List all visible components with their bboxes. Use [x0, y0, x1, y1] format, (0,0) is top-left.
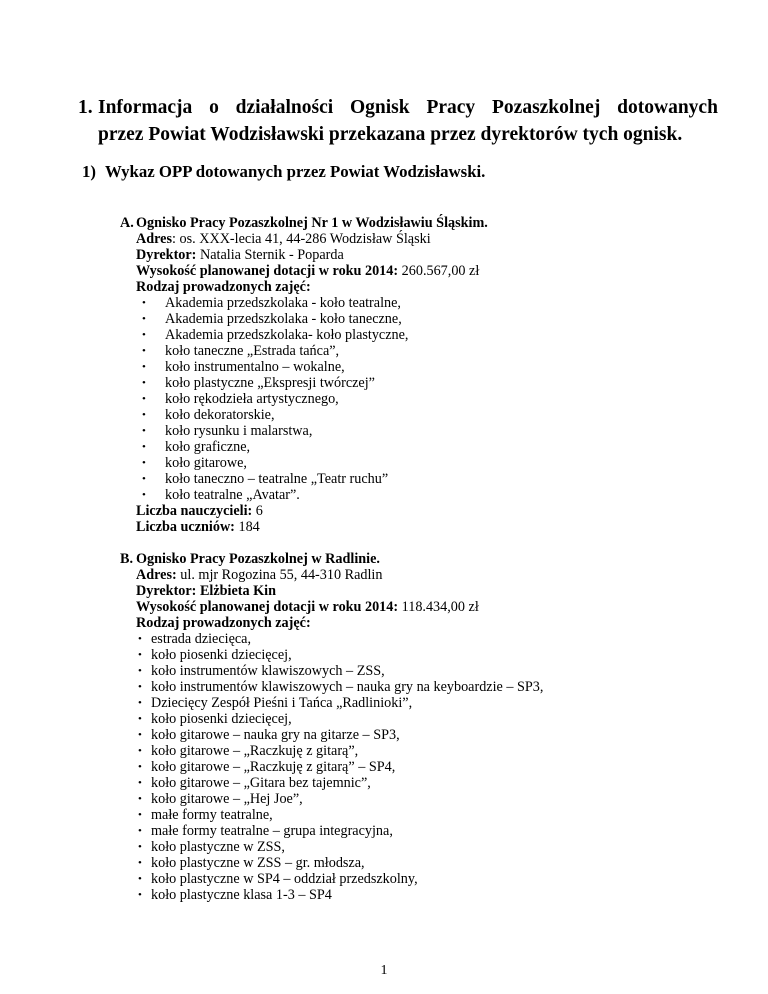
title-word: dotowanych	[617, 97, 718, 118]
activity-text: koło gitarowe – „Hej Joe”,	[151, 791, 303, 807]
bullet-icon: •	[142, 313, 146, 325]
title-word: o	[209, 97, 219, 118]
list-item	[136, 407, 740, 423]
address-b: Adres: ul. mjr Rogozina 55, 44-310 Radlin	[136, 567, 383, 583]
bullet-icon: •	[138, 809, 142, 821]
activity-text: Akademia przedszkolaka- koło plastyczne,	[165, 327, 409, 343]
list-item	[136, 375, 740, 391]
list-item	[136, 871, 740, 887]
activity-text: Akademia przedszkolaka - koło teatralne,	[165, 295, 401, 311]
bullet-icon: •	[142, 361, 146, 373]
title-line-1	[78, 94, 718, 121]
director-b: Dyrektor: Elżbieta Kin	[136, 583, 277, 599]
activity-text: koło piosenki dziecięcej,	[151, 711, 292, 727]
bullet-icon: •	[138, 633, 142, 645]
bullet-icon: •	[138, 761, 142, 773]
list-item	[136, 791, 740, 807]
school-block-a	[120, 215, 740, 535]
bullet-icon: •	[138, 889, 142, 901]
list-item	[136, 775, 740, 791]
list-item	[136, 455, 740, 471]
list-item	[136, 679, 740, 695]
activity-text: koło instrumentalno – wokalne,	[165, 359, 345, 375]
activity-text: estrada dziecięca,	[151, 631, 252, 647]
activity-text: koło taneczne „Estrada tańca”,	[165, 343, 340, 359]
activities-label-b: Rodzaj prowadzonych zajęć:	[136, 615, 311, 631]
bullet-icon: •	[142, 489, 146, 501]
bullet-icon: •	[138, 713, 142, 725]
bullet-icon: •	[138, 665, 142, 677]
bullet-icon: •	[138, 729, 142, 741]
list-item	[136, 439, 740, 455]
activity-text: koło plastyczne „Ekspresji twórczej”	[165, 375, 375, 391]
list-item	[136, 839, 740, 855]
list-item	[136, 887, 740, 903]
director-a: Dyrektor: Natalia Sternik - Poparda	[136, 247, 344, 263]
section-heading	[82, 162, 485, 182]
title-word: działalności	[235, 97, 334, 118]
activity-text: koło plastyczne w SP4 – oddział przedszkolny,	[151, 871, 418, 887]
list-item	[136, 823, 740, 839]
section-number: 1)	[82, 162, 96, 181]
title-word: Ognisk	[349, 97, 410, 118]
page-number: 1	[380, 963, 388, 978]
list-item	[136, 807, 740, 823]
list-item	[136, 695, 740, 711]
list-item	[136, 663, 740, 679]
list-item	[136, 647, 740, 663]
activity-text: koło gitarowe – „Gitara bez tajemnic”,	[151, 775, 371, 791]
subsidy-b: Wysokość planowanej dotacji w roku 2014: 118.434,00 zł	[136, 599, 479, 615]
list-item	[136, 855, 740, 871]
title-word: Pracy	[426, 97, 476, 118]
activities-list-b	[136, 631, 740, 903]
activity-text: koło taneczno – teatralne „Teatr ruchu”	[165, 471, 389, 487]
document-title	[78, 94, 718, 148]
activity-text: koło instrumentów klawiszowych – ZSS,	[151, 663, 385, 679]
bullet-icon: •	[142, 425, 146, 437]
activity-text: koło plastyczne klasa 1-3 – SP4	[151, 887, 332, 903]
activity-text: koło teatralne „Avatar”.	[165, 487, 300, 503]
list-item	[136, 743, 740, 759]
bullet-icon: •	[138, 825, 142, 837]
title-word: Pozaszkolnej	[492, 97, 601, 118]
bullet-icon: •	[138, 793, 142, 805]
bullet-icon: •	[138, 777, 142, 789]
list-item	[136, 727, 740, 743]
list-item	[136, 359, 740, 375]
activities-label-a: Rodzaj prowadzonych zajęć:	[136, 279, 311, 295]
bullet-icon: •	[138, 841, 142, 853]
school-name-b: B. Ognisko Pracy Pozaszkolnej w Radlinie.	[120, 551, 380, 567]
activity-text: koło dekoratorskie,	[165, 407, 275, 423]
bullet-icon: •	[142, 409, 146, 421]
school-name-a: A. Ognisko Pracy Pozaszkolnej Nr 1 w Wodzisławiu Śląskim.	[120, 215, 488, 231]
activities-list-a	[136, 295, 740, 503]
list-item	[136, 311, 740, 327]
activity-text: małe formy teatralne – grupa integracyjna,	[151, 823, 393, 839]
list-item	[136, 759, 740, 775]
list-item	[136, 391, 740, 407]
activity-text: Akademia przedszkolaka - koło taneczne,	[165, 311, 402, 327]
list-item	[136, 343, 740, 359]
activity-text: koło gitarowe – nauka gry na gitarze – SP3,	[151, 727, 400, 743]
bullet-icon: •	[142, 377, 146, 389]
subsidy-a: Wysokość planowanej dotacji w roku 2014: 260.567,00 zł	[136, 263, 480, 279]
activity-text: koło gitarowe – „Raczkuję z gitarą” – SP4,	[151, 759, 396, 775]
bullet-icon: •	[138, 873, 142, 885]
list-item	[136, 471, 740, 487]
list-item	[136, 423, 740, 439]
school-block-b	[120, 551, 740, 903]
activity-text: koło gitarowe,	[165, 455, 247, 471]
activity-text: koło instrumentów klawiszowych – nauka gry na keyboardzie – SP3,	[151, 679, 544, 695]
section-heading-text: Wykaz OPP dotowanych przez Powiat Wodzisławski.	[105, 162, 486, 181]
bullet-icon: •	[138, 649, 142, 661]
bullet-icon: •	[142, 457, 146, 469]
bullet-icon: •	[142, 297, 146, 309]
address-a: Adres: os. XXX-lecia 41, 44-286 Wodzisław Śląski	[136, 231, 431, 247]
list-item	[136, 631, 740, 647]
activity-text: koło plastyczne w ZSS – gr. młodsza,	[151, 855, 365, 871]
bullet-icon: •	[138, 681, 142, 693]
bullet-icon: •	[138, 857, 142, 869]
activity-text: koło graficzne,	[165, 439, 251, 455]
bullet-icon: •	[142, 345, 146, 357]
activity-text: koło gitarowe – „Raczkuję z gitarą”,	[151, 743, 359, 759]
activity-text: koło rysunku i malarstwa,	[165, 423, 313, 439]
title-number: 1. Informacja	[78, 97, 193, 118]
bullet-icon: •	[138, 745, 142, 757]
activity-text: koło piosenki dziecięcej,	[151, 647, 292, 663]
list-item	[136, 327, 740, 343]
list-item	[136, 487, 740, 503]
activity-text: koło rękodzieła artystycznego,	[165, 391, 339, 407]
title-line-2: przez Powiat Wodzisławski przekazana przez dyrektorów tych ognisk.	[98, 124, 683, 145]
activity-text: koło plastyczne w ZSS,	[151, 839, 285, 855]
bullet-icon: •	[142, 329, 146, 341]
activity-text: małe formy teatralne,	[151, 807, 273, 823]
teachers-a: Liczba nauczycieli: 6	[136, 503, 263, 519]
bullet-icon: •	[138, 697, 142, 709]
bullet-icon: •	[142, 441, 146, 453]
bullet-icon: •	[142, 393, 146, 405]
list-item	[136, 295, 740, 311]
students-a: Liczba uczniów: 184	[136, 519, 260, 535]
bullet-icon: •	[142, 473, 146, 485]
list-item	[136, 711, 740, 727]
activity-text: Dziecięcy Zespół Pieśni i Tańca „Radlinioki”,	[151, 695, 413, 711]
